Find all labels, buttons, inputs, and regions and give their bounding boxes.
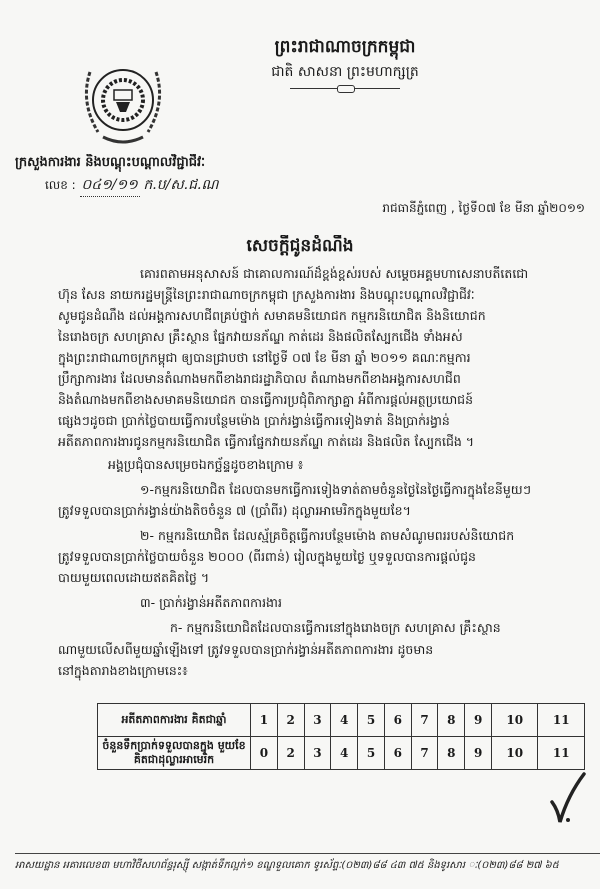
signature-initial-icon (540, 770, 590, 830)
table-cell: 0 (251, 737, 278, 770)
table-cell: 2 (277, 737, 304, 770)
table-cell: 10 (492, 704, 538, 737)
seniority-bonus-table (97, 703, 585, 770)
row-header-years: អតីតភាពការងារ គិតជាឆ្នាំ (98, 704, 251, 737)
table-row-years (98, 704, 585, 737)
table-cell: 7 (411, 704, 438, 737)
table-cell: 10 (492, 737, 538, 770)
table-cell: 5 (358, 737, 385, 770)
table-cell: 4 (331, 704, 358, 737)
body-line: សូមជូនដំណឹង ដល់អង្គការសហជីពគ្រប់ថ្នាក់ សមាគមនិយោជក កម្មករនិយោជិត និងនិយោជក (58, 308, 486, 323)
body-line: និងតំណាងមកពីខាងសមាគមនិយោជក បានធ្វើការប្រជុំពិភាក្សាគ្នា អំពីការផ្តល់អត្ថប្រយោជន៍ (58, 392, 474, 407)
body-line: នៃរោងចក្រ សហគ្រាស គ្រឹះស្ថាន ផ្នែកវាយនភ័ណ្ឌ កាត់ដេរ និងផលិតស្បែកជើង ទាំងអស់ (58, 329, 463, 344)
national-motto: ជាតិ សាសនា ព្រះមហាក្សត្រ (271, 64, 419, 80)
body-line: អតីតភាពការងារជូនកម្មករនិយោជិត ធ្វើការផ្នែកវាយនភ័ណ្ឌ កាត់ដេរ និងផលិត ស្បែកជើង ។ (58, 434, 475, 449)
table-cell: 3 (304, 704, 331, 737)
table-cell: 4 (331, 737, 358, 770)
table-cell: 9 (465, 737, 492, 770)
clause-1: ១-កម្មករនិយោជិត ដែលបានមកធ្វើការទៀងទាត់តាមចំនួនថ្ងៃនៃថ្ងៃធ្វើការក្នុងខែនីមួយៗ (140, 482, 531, 497)
ministry-name: ក្រសួងការងារ និងបណ្តុះបណ្តាលវិជ្ជាជីវៈ (15, 155, 206, 170)
table-cell: 2 (277, 704, 304, 737)
reference-suffix: ក.ប/ស.ជ.ណ (143, 177, 219, 193)
table-cell: 5 (358, 704, 385, 737)
clause-2-cont: ត្រូវទទួលបានប្រាក់ថ្លៃបាយចំនួន ២០០០ (ពីរពាន់) រៀលក្នុងមួយថ្ងៃ ឬទទួលបានការផ្តល់ជូន (58, 549, 476, 564)
clause-2: ២- កម្មករនិយោជិត ដែលស្ម័គ្រចិត្តធ្វើការបន្ថែមម៉ោង តាមសំណូមពររបស់និយោជក (140, 528, 515, 543)
clause-1-cont: ត្រូវទទួលបានប្រាក់រង្វាន់យ៉ាងតិចចំនួន ៧ (ប្រាំពីរ) ដុល្លារអាមេរិកក្នុងមួយខែ។ (58, 503, 411, 518)
row-header-amount: ចំនួនទឹកប្រាក់ទទួលបានក្នុង មួយខែគិតជាដុល្លារអាមេរិក (98, 737, 251, 770)
clause-3a-cont: ណាមួយលើសពីមួយឆ្នាំឡើងទៅ ត្រូវទទួលបានប្រាក់រង្វាន់អតីតភាពការងារ ដូចមាន (58, 642, 434, 657)
table-row-amount (98, 737, 585, 770)
table-cell: 8 (438, 704, 465, 737)
table-cell: 3 (304, 737, 331, 770)
table-cell: 1 (251, 704, 278, 737)
body-line: ហ៊ុន សែន នាយករដ្ឋមន្ត្រីនៃព្រះរាជាណាចក្រកម្ពុជា ក្រសួងការងារ និងបណ្តុះបណ្តាលវិជ្ជាជីវៈ (58, 287, 475, 302)
clause-3a: ក- កម្មករនិយោជិតដែលបានធ្វើការនៅក្នុងរោងចក្រ សហគ្រាស គ្រឹះស្ថាន (170, 620, 501, 635)
table-cell: 7 (411, 737, 438, 770)
reference-number (45, 175, 285, 197)
body-line: ប្រឹក្សាការងារ ដែលមានតំណាងមកពីខាងរាជរដ្ឋាភិបាល តំណាងមកពីខាងអង្គការសហជីព (58, 371, 461, 386)
ministry-logo-icon (78, 52, 168, 152)
clause-3: ៣- ប្រាក់រង្វាន់អតីតភាពការងារ (140, 595, 282, 610)
table-cell: 11 (538, 737, 585, 770)
table-cell: 6 (384, 704, 411, 737)
reference-handwritten-number: ០៤១/១១ (80, 175, 140, 197)
table-cell: 6 (384, 737, 411, 770)
footer-divider (15, 853, 600, 854)
document-date: រាជធានីភ្នំពេញ , ថ្ងៃទី០៧ ខែ មីនា ឆ្នាំ២០១១ (382, 201, 585, 215)
reference-label: លេខ : (45, 178, 76, 192)
document-title: សេចក្តីជូនដំណឹង (246, 236, 354, 256)
table-cell: 9 (465, 704, 492, 737)
body-line: អង្គប្រជុំបានសម្រេចឯកច្ឆ័ន្ទដូចខាងក្រោម ៖ (108, 457, 304, 472)
body-line: ផ្សេងៗដូចជា ប្រាក់ថ្លៃបាយធ្វើការបន្ថែមម៉ោង ប្រាក់រង្វាន់ធ្វើការទៀងទាត់ និងប្រាក់រង្វាន់ (58, 413, 450, 428)
table-cell: 8 (438, 737, 465, 770)
ornament-divider-center (337, 85, 355, 93)
clause-2-cont: បាយមួយពេលដោយឥតគិតថ្លៃ ។ (58, 570, 210, 585)
kingdom-heading: ព្រះរាជាណាចក្រកម្ពុជា (274, 37, 416, 57)
body-line: ក្នុងព្រះរាជាណាចក្រកម្ពុជា ឲ្យបានជ្រាបថា នៅថ្ងៃទី ០៧ ខែ មីនា ឆ្នាំ ២០១១ គណៈកម្មការ (58, 350, 471, 365)
table-cell: 11 (538, 704, 585, 737)
clause-3a-cont: នៅក្នុងតារាងខាងក្រោមនេះ៖ (58, 663, 188, 678)
footer-address: អាសយដ្ឋាន អគារលេខ៣ មហាវិថីសហព័ន្ធរុស្ស៊ី សង្កាត់ទឹកល្អក់១ ខណ្ឌទួលគោក ទូរស័ព្ទៈ(០២៣)៨៨ ៤៣ ៧៥ និងទូរសារ ៈ(០២៣)៨៨ ២៧ ៦៥ (15, 860, 559, 871)
body-line: គោរពតាមអនុសាសន៍ ជាគោលការណ៍ដ៏ខ្ពង់ខ្ពស់របស់ សម្តេចអគ្គមហាសេនាបតីតេជោ (140, 266, 529, 281)
